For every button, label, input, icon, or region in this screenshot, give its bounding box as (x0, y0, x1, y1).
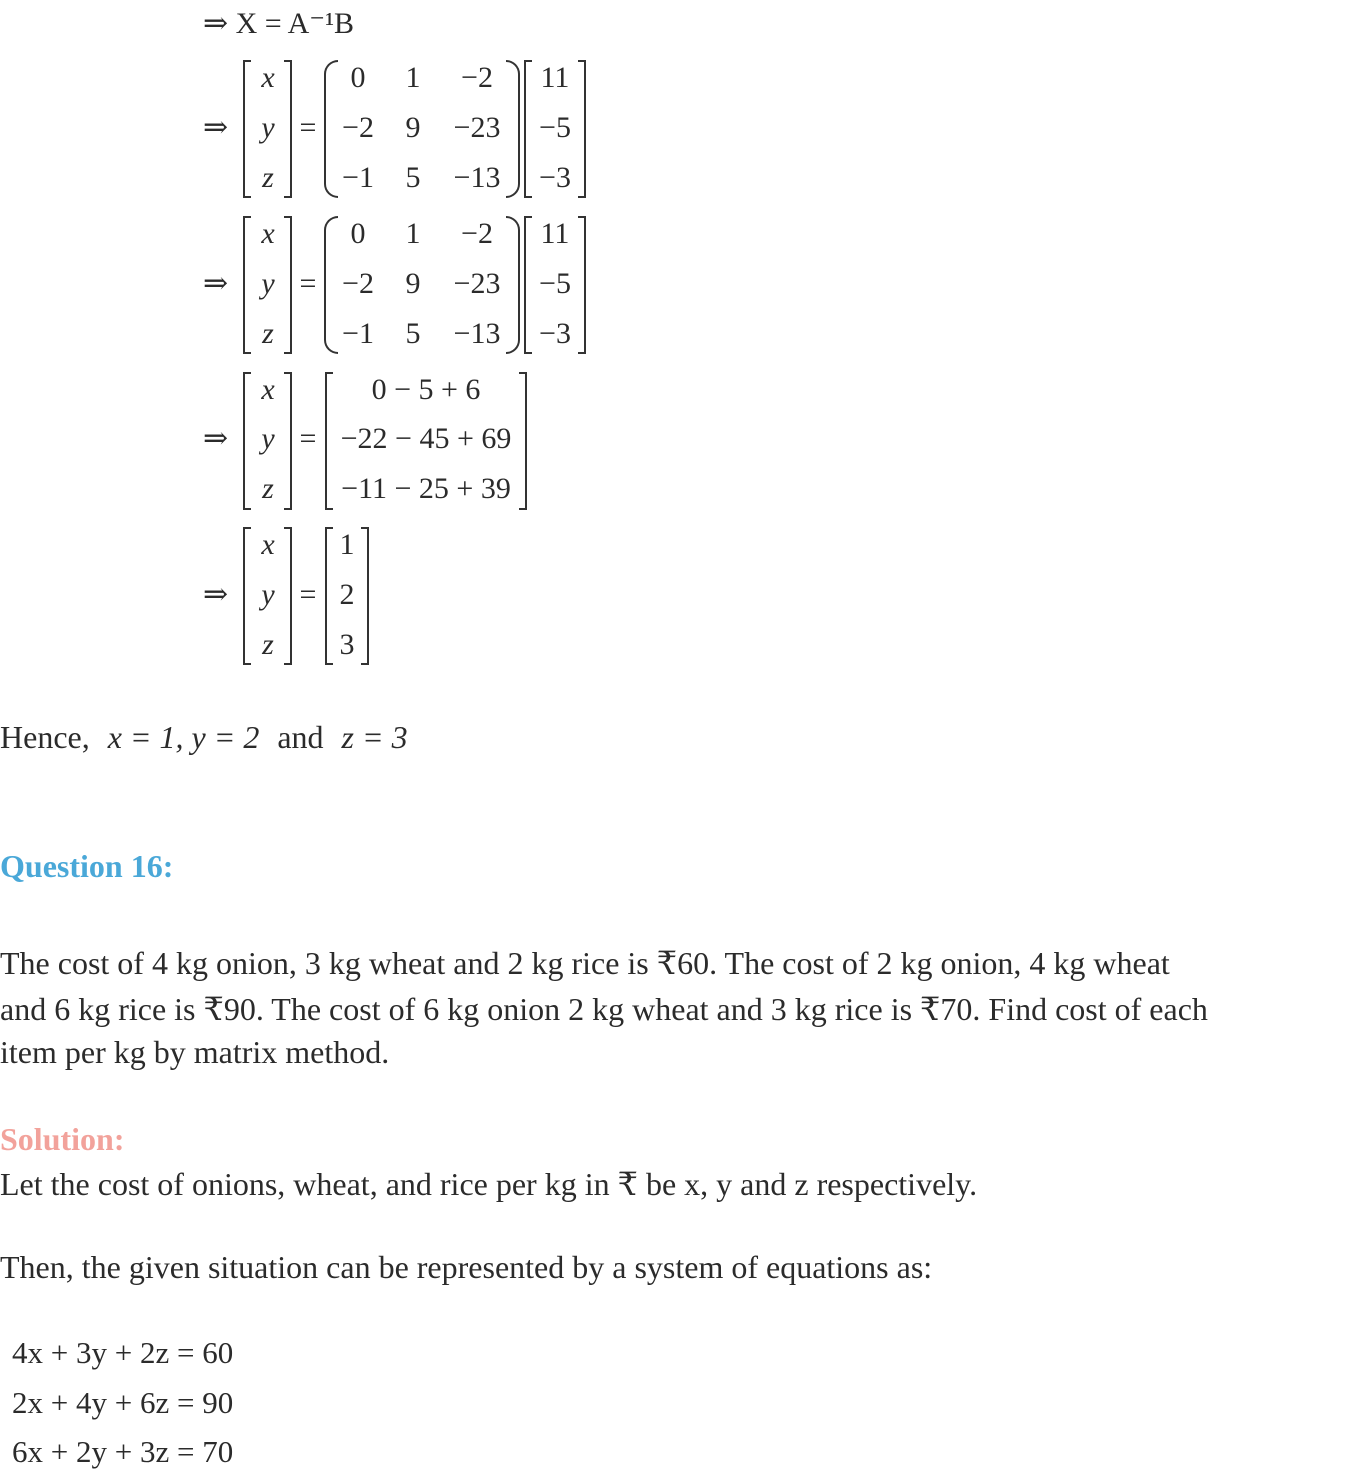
equation: 4x + 3y + 2z = 60 (12, 1335, 234, 1370)
hence-and: and (277, 719, 324, 755)
matrix-cell: −2 (461, 217, 493, 250)
vector-cell: −3 (539, 317, 571, 350)
step-inverse-formula (203, 6, 354, 41)
implies-symbol: ⇒ (203, 578, 229, 611)
solution-heading: Solution: (0, 1121, 125, 1157)
var-x: x (261, 373, 275, 406)
result-cell: 3 (339, 628, 355, 661)
var-y: y (261, 111, 275, 144)
sum-cell: 0 − 5 + 6 (371, 373, 481, 406)
vector-cell: −3 (539, 161, 571, 194)
bracket (524, 216, 532, 354)
var-y: y (261, 422, 275, 455)
sum-cell: −11 − 25 + 39 (341, 472, 511, 505)
matrix-cell: −2 (461, 61, 493, 94)
bracket (578, 60, 586, 198)
result-cell: 2 (339, 578, 355, 611)
var-z: z (262, 628, 274, 661)
vector-cell: −5 (539, 111, 571, 144)
question-text-line: The cost of 4 kg onion, 3 kg wheat and 2 kg rice is ₹60. The cost of 2 kg onion, 4 kg wheat (0, 945, 1170, 981)
equation: 2x + 4y + 6z = 90 (12, 1385, 234, 1420)
question-heading: Question 16: (0, 848, 174, 884)
result-cell: 1 (339, 528, 355, 561)
equation: 6x + 2y + 3z = 70 (12, 1434, 234, 1469)
hence-line (0, 714, 408, 760)
matrix-cell: −23 (453, 267, 501, 300)
question-text-line: item per kg by matrix method. (0, 1034, 390, 1070)
bracket (284, 527, 292, 665)
matrix-cell: −1 (342, 161, 374, 194)
matrix-cell: 1 (405, 217, 421, 250)
vector-cell: 11 (540, 61, 570, 94)
bracket (284, 372, 292, 510)
bracket (519, 372, 527, 510)
matrix-cell: 0 (350, 217, 366, 250)
matrix-cell: 5 (405, 317, 421, 350)
var-y: y (261, 267, 275, 300)
question-text-line: and 6 kg rice is ₹90. The cost of 6 kg onion 2 kg wheat and 3 kg rice is ₹70. Find cost of each (0, 991, 1208, 1027)
sum-cell: −22 − 45 + 69 (340, 422, 512, 455)
bracket (524, 60, 532, 198)
paren (506, 60, 520, 198)
vector-cell: −5 (539, 267, 571, 300)
bracket (243, 372, 251, 510)
hence-prefix: Hence, (0, 719, 90, 755)
var-y: y (261, 578, 275, 611)
bracket (325, 372, 333, 510)
matrix-cell: −2 (342, 267, 374, 300)
matrix-cell: −1 (342, 317, 374, 350)
equals-sign: = (299, 267, 317, 300)
var-x: x (261, 528, 275, 561)
equals-sign: = (299, 111, 317, 144)
matrix-cell: 5 (405, 161, 421, 194)
var-z: z (262, 472, 274, 505)
matrix-cell: −13 (453, 161, 501, 194)
bracket (284, 216, 292, 354)
hence-math-xy: x = 1, y = 2 (107, 719, 260, 755)
implies-symbol: ⇒ (203, 267, 229, 300)
solution-text-line: Let the cost of onions, wheat, and rice per kg in ₹ be x, y and z respectively. (0, 1166, 978, 1202)
matrix-cell: −2 (342, 111, 374, 144)
var-z: z (262, 317, 274, 350)
step-inverse-formula-text: ⇒ X = A⁻¹B (203, 7, 355, 40)
bracket (361, 527, 369, 665)
solution-text-line: Then, the given situation can be represented by a system of equations as: (0, 1249, 933, 1285)
bracket (325, 527, 333, 665)
matrix-cell: 0 (350, 61, 366, 94)
matrix-cell: 9 (405, 267, 421, 300)
bracket (243, 60, 251, 198)
equals-sign: = (299, 578, 317, 611)
bracket (243, 527, 251, 665)
paren (506, 216, 520, 354)
vector-cell: 11 (540, 217, 570, 250)
bracket (284, 60, 292, 198)
bracket (243, 216, 251, 354)
equals-sign: = (299, 422, 317, 455)
matrix-cell: 1 (405, 61, 421, 94)
matrix-cell: −13 (453, 317, 501, 350)
bracket (578, 216, 586, 354)
var-x: x (261, 217, 275, 250)
matrix-cell: 9 (405, 111, 421, 144)
implies-symbol: ⇒ (203, 111, 229, 144)
matrix-cell: −23 (453, 111, 501, 144)
var-x: x (261, 61, 275, 94)
hence-math-z: z = 3 (341, 719, 408, 755)
var-z: z (262, 161, 274, 194)
implies-symbol: ⇒ (203, 422, 229, 455)
